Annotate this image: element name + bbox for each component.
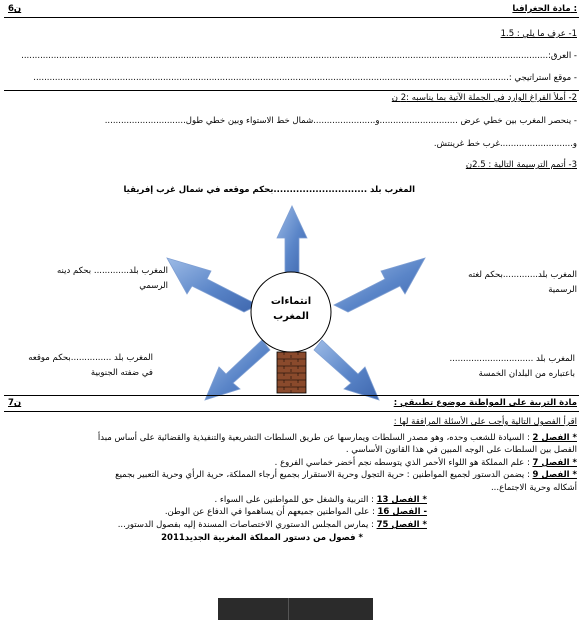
diagram-left-lower: [8, 351, 153, 381]
chapter-75-text: : يمارس المجلس الدستوري الاختصاصات المسندة إليه بفصول الدستور...: [117, 519, 377, 530]
civic-section-points: 7ن: [8, 398, 22, 408]
diagram-top-label: المغرب بلد .............................بحكم موقعه في شمال غرب إفريقيا: [123, 185, 415, 195]
chapter-75-label: * الفصل 75: [376, 519, 427, 530]
arrow-upper-right-icon: [334, 258, 425, 312]
divider-3: [4, 411, 579, 412]
left-upper-line2: الرسمي: [139, 281, 168, 291]
left-lower-line1: المغرب بلد ...............بحكم موقعه: [28, 353, 153, 363]
diagram-right-upper: [452, 268, 577, 298]
right-lower-line2: باعتباره من البلدان الخمسة: [478, 369, 575, 379]
chapter-2-text: : السيادة للشعب وحده، وهو مصدر السلطات ويمارسها عن طريق السلطات التشريعية والتنفيذية والقضائية على أساس مبدأ: [97, 433, 533, 443]
constitution-excerpts: [7, 432, 577, 531]
chapter-2-line1: [7, 432, 577, 444]
geo-section-points: 6ن: [8, 4, 22, 14]
geo-section-title: مادة الجغرافيا :: [512, 4, 577, 14]
chapter-16: [7, 506, 577, 518]
arrow-lower-left-icon: [205, 340, 270, 400]
center-label: [251, 294, 331, 324]
left-upper-line1: المغرب بلد............. بحكم دينه: [56, 266, 168, 276]
chapter-7: [7, 457, 577, 469]
diagram-left-upper: [48, 264, 168, 294]
chapter-9-line2: أشكاله وحرية الاجتماع...: [490, 482, 577, 493]
source-note: * فصول من دستور المملكة المغربية الجديد2011: [161, 533, 363, 543]
chapter-2-label: * الفصل 2: [532, 433, 577, 443]
q1-item-race: - العرق:...................................................................................................................................................................................................: [21, 51, 577, 61]
chapter-16-text: : على المواطنين جميعهم أن يساهموا في الدفاع عن الوطن.: [164, 507, 378, 518]
toolbar-divider: [288, 598, 289, 620]
left-lower-line2: في ضفته الجنوبية: [90, 368, 153, 378]
q2-title: 2- أملأ الفراغ الوارد في الجملة الآتية بما يناسبه :2 ن: [391, 93, 577, 103]
arrow-lower-right-icon: [314, 340, 379, 400]
viewer-toolbar[interactable]: [218, 598, 373, 620]
q3-title: 3- أتمم الترسيمة التالية : 2.5ن: [465, 160, 577, 170]
arrow-upper-left-icon: [167, 258, 258, 312]
right-upper-line2: الرسمية: [548, 285, 577, 295]
chapter-7-label: * الفصل 7: [532, 457, 577, 468]
chapter-13-text: : التربية والشغل حق للمواطنين على السواء .: [214, 495, 377, 506]
chapter-2-line2: الفصل بين السلطات على الوجه المبين في هذا القانون الأساسي .: [345, 445, 577, 456]
q2-line1: - ينحصر المغرب بين خطي عرض .............................و.......................شمال خط الاستواء وبين خطي طول..............................: [104, 116, 577, 126]
center-label-line2: المغرب: [273, 311, 309, 322]
diagram-right-lower: [425, 352, 575, 382]
divider-2: [4, 395, 579, 396]
right-upper-line1: المغرب بلد.............بحكم لغته: [468, 270, 577, 280]
civic-section-title: مادة التربية على المواطنة موضوع تطبيقي :: [393, 398, 577, 408]
q1-item-strategic: - موقع استراتيجي :................................................................................................................................................................................: [33, 73, 577, 83]
brick-column-icon: [277, 352, 306, 393]
civic-instruction: اقرأ الفصول التالية وأجب على الأسئلة المرافقة لها :: [393, 417, 577, 427]
chapter-13: [7, 494, 577, 506]
chapter-13-label: * الفصل 13: [376, 495, 427, 506]
q1-title: 1- عرف ما يلي : 1.5: [500, 29, 577, 39]
q2-line2: و...........................غرب خط غرينتش.: [433, 139, 577, 149]
chapter-7-text: : علم المملكة هو اللواء الأحمر الذي يتوسطه نجم أخضر خماسي الفروع .: [274, 457, 533, 468]
chapter-75: [7, 519, 577, 531]
chapter-9-label: * الفصل 9: [532, 470, 577, 481]
chapter-9-text: : يضمن الدستور لجميع المواطنين : حرية التجول وحرية الاستقرار بجميع أرجاء المملكة، حرية الرأي وحرية التعبير بجميع: [115, 470, 533, 481]
chapter-16-label: - الفصل 16: [377, 507, 427, 518]
right-lower-line1: المغرب بلد ...............................: [449, 354, 575, 364]
center-label-line1: انتماءات: [270, 296, 312, 307]
arrow-up-icon: [277, 206, 307, 273]
chapter-9-line1: [7, 469, 577, 481]
